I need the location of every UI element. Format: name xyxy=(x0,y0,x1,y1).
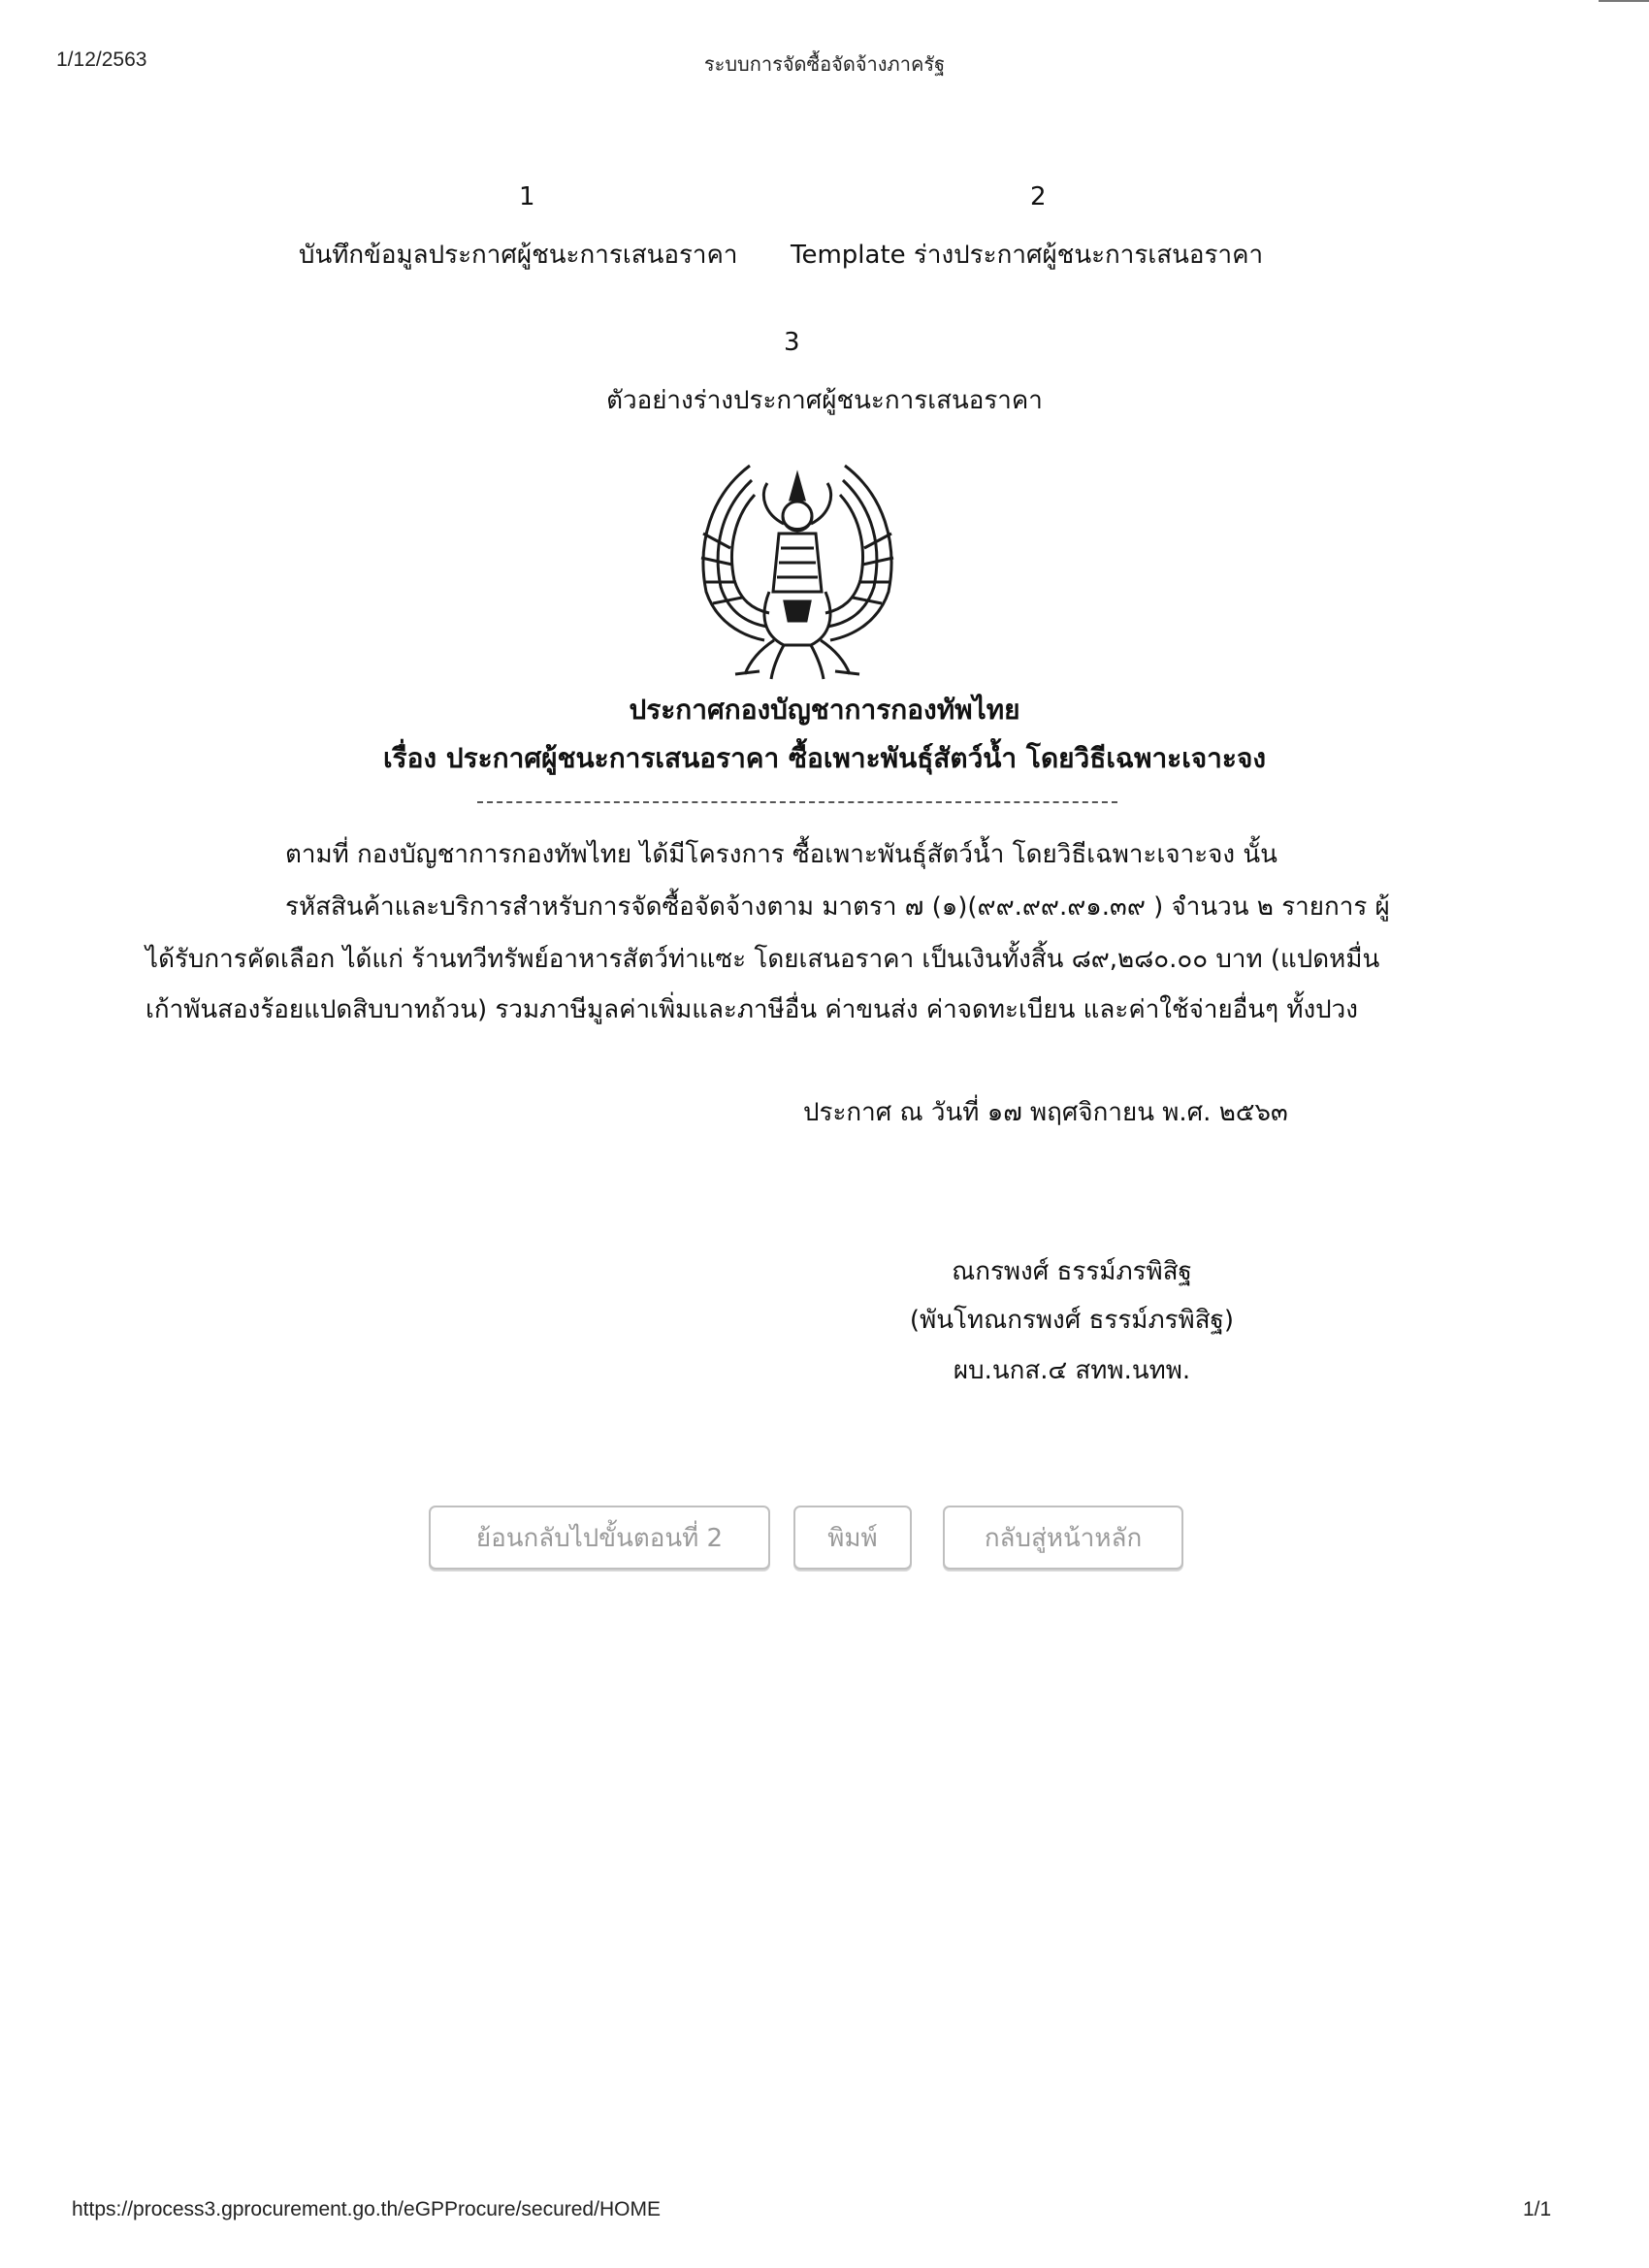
paragraph-line-2: รหัสสินค้าและบริการสำหรับการจัดซื้อจัดจ้างตาม มาตรา ๗ (๑)(๙๙.๙๙.๙๑.๓๙ ) จำนวน ๒ รายการ ผู้ xyxy=(285,892,1390,922)
print-button[interactable]: พิมพ์ xyxy=(793,1506,912,1570)
signer-full-name: (พันโทณกรพงศ์ ธรรม์ภรพิสิฐ) xyxy=(909,1306,1235,1335)
announcement-subject: เรื่อง ประกาศผู้ชนะการเสนอราคา ซื้อเพาะพันธุ์สัตว์น้ำ โดยวิธีเฉพาะเจาะจง xyxy=(382,742,1267,774)
scan-corner-mark xyxy=(1599,0,1649,2)
back-to-step-2-button[interactable]: ย้อนกลับไปขั้นตอนที่ 2 xyxy=(429,1506,770,1570)
announcement-separator xyxy=(477,801,1117,803)
step-3-label: ตัวอย่างร่างประกาศผู้ชนะการเสนอราคา xyxy=(606,386,1043,415)
garuda-emblem-icon xyxy=(692,456,903,685)
step-2-label: Template ร่างประกาศผู้ชนะการเสนอราคา xyxy=(791,241,1264,270)
paragraph-line-1: ตามที่ กองบัญชาการกองทัพไทย ได้มีโครงการ ซื้อเพาะพันธุ์สัตว์น้ำ โดยวิธีเฉพาะเจาะจง นั้น xyxy=(285,840,1277,869)
print-page-title: ระบบการจัดซื้อจัดจ้างภาครัฐ xyxy=(703,52,946,76)
back-to-home-button[interactable]: กลับสู่หน้าหลัก xyxy=(943,1506,1183,1570)
print-date: 1/12/2563 xyxy=(56,49,147,71)
paragraph-line-3: ได้รับการคัดเลือก ได้แก่ ร้านทวีทรัพย์อาหารสัตว์ท่าแซะ โดยเสนอราคา เป็นเงินทั้งสิ้น ๘๙,๒๘๐.๐๐ บาท (แปดหมื่น xyxy=(146,945,1380,974)
paragraph-line-4: เก้าพันสองร้อยแปดสิบบาทถ้วน) รวมภาษีมูลค่าเพิ่มและภาษีอื่น ค่าขนส่ง ค่าจดทะเบียน และค่าใช้จ่ายอื่นๆ ทั้งปวง xyxy=(146,995,1358,1024)
step-2-number: 2 xyxy=(1030,182,1047,211)
step-3-number: 3 xyxy=(784,328,800,357)
signer-name: ณกรพงศ์ ธรรม์ภรพิสิฐ xyxy=(952,1257,1192,1286)
announcement-org-title: ประกาศกองบัญชาการกองทัพไทย xyxy=(629,694,1020,726)
step-1-number: 1 xyxy=(519,182,535,211)
print-page-number: 1/1 xyxy=(1523,2198,1552,2220)
announcement-date: ประกาศ ณ วันที่ ๑๗ พฤศจิกายน พ.ศ. ๒๕๖๓ xyxy=(803,1098,1288,1127)
print-url: https://process3.gprocurement.go.th/eGPProcure/secured/HOME xyxy=(72,2198,661,2220)
step-1-label: บันทึกข้อมูลประกาศผู้ชนะการเสนอราคา xyxy=(299,241,738,270)
signer-position: ผบ.นกส.๔ สทพ.นทพ. xyxy=(953,1356,1191,1385)
